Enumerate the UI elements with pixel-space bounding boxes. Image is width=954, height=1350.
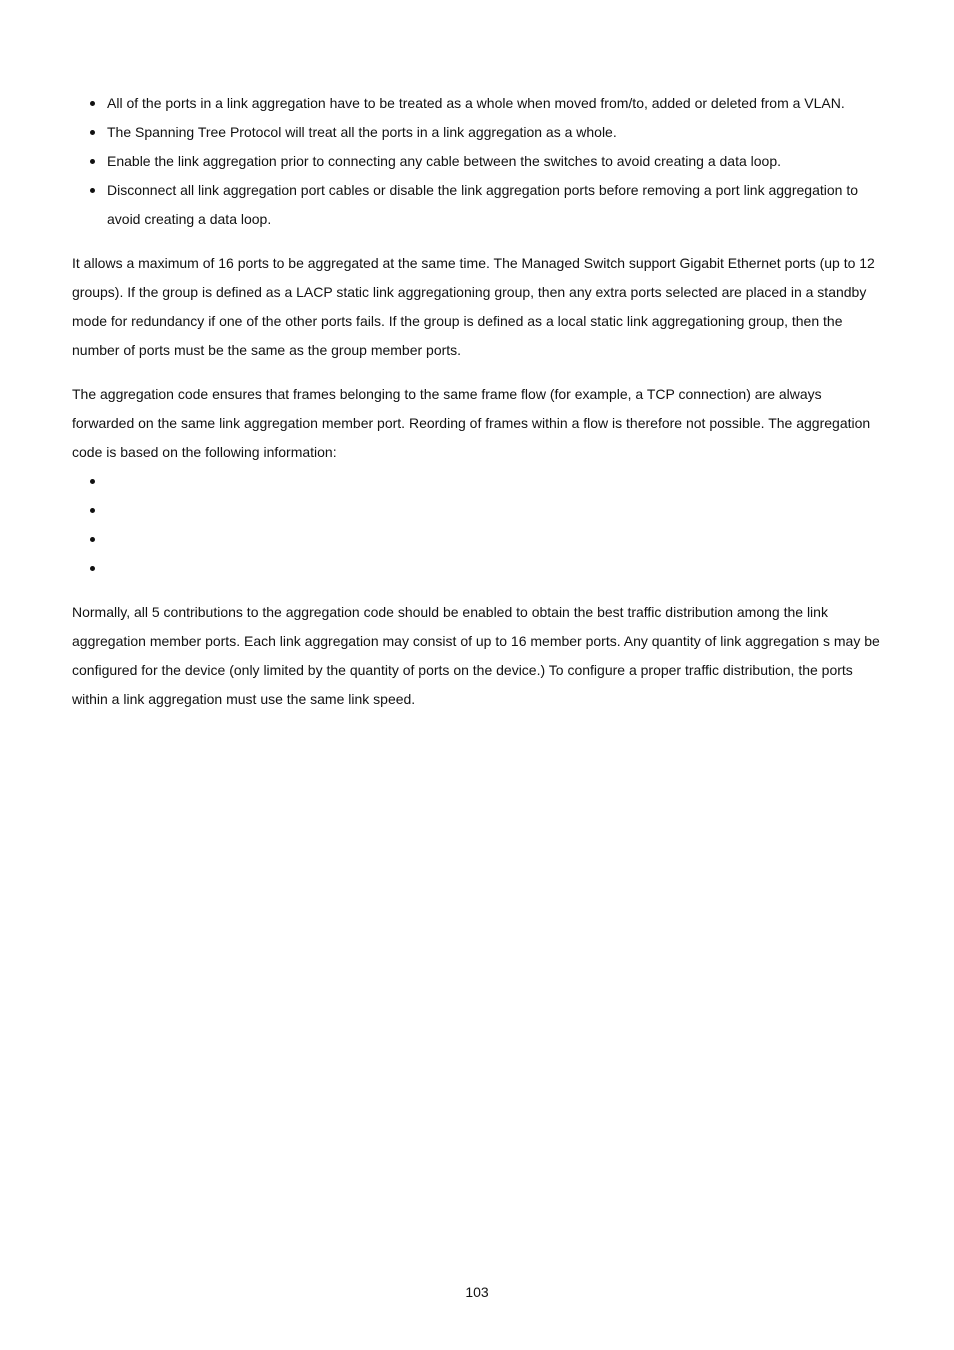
document-body [72,89,887,714]
list-item-empty [107,467,887,496]
page-number: 103 [465,1284,489,1300]
list-item-empty [107,525,887,554]
paragraph-aggregation-code: The aggregation code ensures that frames belonging to the same frame flow (for example, a TCP connection) are always forwarded on the same link aggregation member port. Reording of frames within a flow is therefore not possible. The aggregation code is based on the following information: [72,386,871,460]
list-item-empty [107,554,887,583]
paragraph-traffic-distribution: Normally, all 5 contributions to the aggregation code should be enabled to obtain the best traffic distribution among the link aggregation member ports. Each link aggregation may consist of up to 16 member ports. Any quantity of link aggregation s may be configured for the device (only limited by the quantity of ports on the device.) To configure a proper traffic distribution, the ports within a link aggregation must use the same link speed. [72,604,880,707]
list-item: The Spanning Tree Protocol will treat all the ports in a link aggregation as a whole. [107,118,887,147]
list-item: All of the ports in a link aggregation have to be treated as a whole when moved from/to, added or deleted from a VLAN. [107,89,887,118]
list-item-empty [107,496,887,525]
intro-bullet-list [72,89,887,234]
list-item: Disconnect all link aggregation port cables or disable the link aggregation ports before removing a port link aggregation to avoid creating a data loop. [107,176,887,234]
aggregation-info-bullet-list [72,467,887,583]
paragraph-max-ports: It allows a maximum of 16 ports to be aggregated at the same time. The Managed Switch support Gigabit Ethernet ports (up to 12 groups). If the group is defined as a LACP static link aggregationing group, then any extra ports selected are placed in a standby mode for redundancy if one of the other ports fails. If the group is defined as a local static link aggregationing group, then the number of ports must be the same as the group member ports. [72,255,875,358]
list-item: Enable the link aggregation prior to connecting any cable between the switches to avoid creating a data loop. [107,147,887,176]
